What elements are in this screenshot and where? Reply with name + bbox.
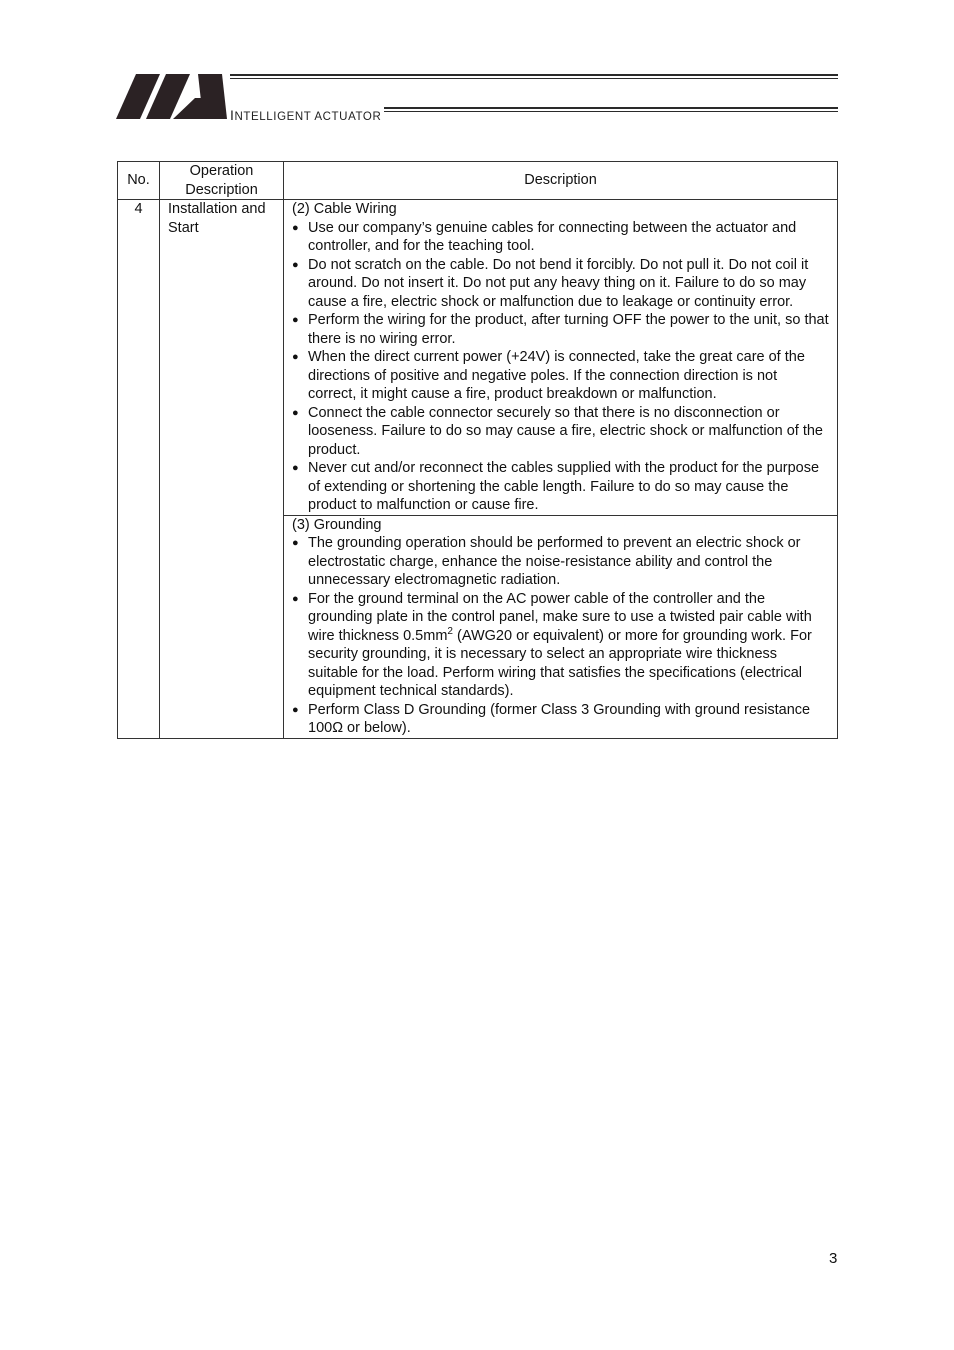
company-logo <box>116 70 228 122</box>
list-item: ● Connect the cable connector securely so that there is no disconnection or looseness. Failure to do so may cause a fire, electric shock or malfunction of the product. <box>292 404 829 460</box>
table-row <box>118 200 838 516</box>
list-item: ● Perform Class D Grounding (former Class 3 Grounding with ground resistance 100Ω or below). <box>292 701 829 738</box>
bullet-list <box>292 534 829 738</box>
list-item: ● Never cut and/or reconnect the cables supplied with the product for the purpose of extending or shortening the cable length. Failure to do so may cause the product to malfunction or cause fire. <box>292 459 829 515</box>
table-header-row <box>118 162 838 200</box>
header-rule-bottom-thin <box>384 111 838 112</box>
list-item: ● When the direct current power (+24V) is connected, take the great care of the directions of positive and negative poles. If the connection direction is not correct, it might cause a fire, product breakdown or malfunction. <box>292 348 829 404</box>
row-operation: Installation and Start <box>160 200 284 739</box>
row-number: 4 <box>118 200 160 739</box>
header-rule-top-thin <box>230 78 838 79</box>
brand-name: INTELLIGENT ACTUATOR <box>230 107 382 123</box>
list-item: ● Perform the wiring for the product, after turning OFF the power to the unit, so that there is no wiring error. <box>292 311 829 348</box>
section-cable-wiring <box>284 200 838 516</box>
list-item: ● Do not scratch on the cable. Do not bend it forcibly. Do not pull it. Do not coil it around. Do not insert it. Do not put any heavy thing on it. Failure to do so may cause a fire, electric shock or malfunction due to leakage or continuity error. <box>292 256 829 312</box>
operation-table <box>117 161 838 739</box>
list-item: ● The grounding operation should be performed to prevent an electric shock or electrostatic charge, enhance the noise-resistance ability and control the unnecessary electromagnetic radiation. <box>292 534 829 590</box>
header-description: Description <box>284 162 838 200</box>
page-header <box>116 70 840 125</box>
section-grounding <box>284 515 838 738</box>
header-rule-bottom <box>384 107 838 109</box>
header-rule-top <box>230 74 838 76</box>
section-title: (2) Cable Wiring <box>292 201 397 217</box>
section-title: (3) Grounding <box>292 516 382 533</box>
page-number: 3 <box>829 1250 838 1267</box>
header-no: No. <box>118 162 160 200</box>
list-item: ● For the ground terminal on the AC power cable of the controller and the grounding plate in the control panel, make sure to use a twisted pair cable with wire thickness $0.5mm^2$ (AWG20 or equivalent) or more for grounding work. For security grounding, it is necessary to select an appropriate wire thickness suitable for the load. Perform wiring that satisfies the specifications (electrical equipment technical standards). <box>292 590 829 701</box>
bullet-list <box>292 219 829 515</box>
list-item: ● Use our company’s genuine cables for connecting between the actuator and controller, and for the teaching tool. <box>292 219 829 256</box>
header-operation: Operation Description <box>160 162 284 200</box>
